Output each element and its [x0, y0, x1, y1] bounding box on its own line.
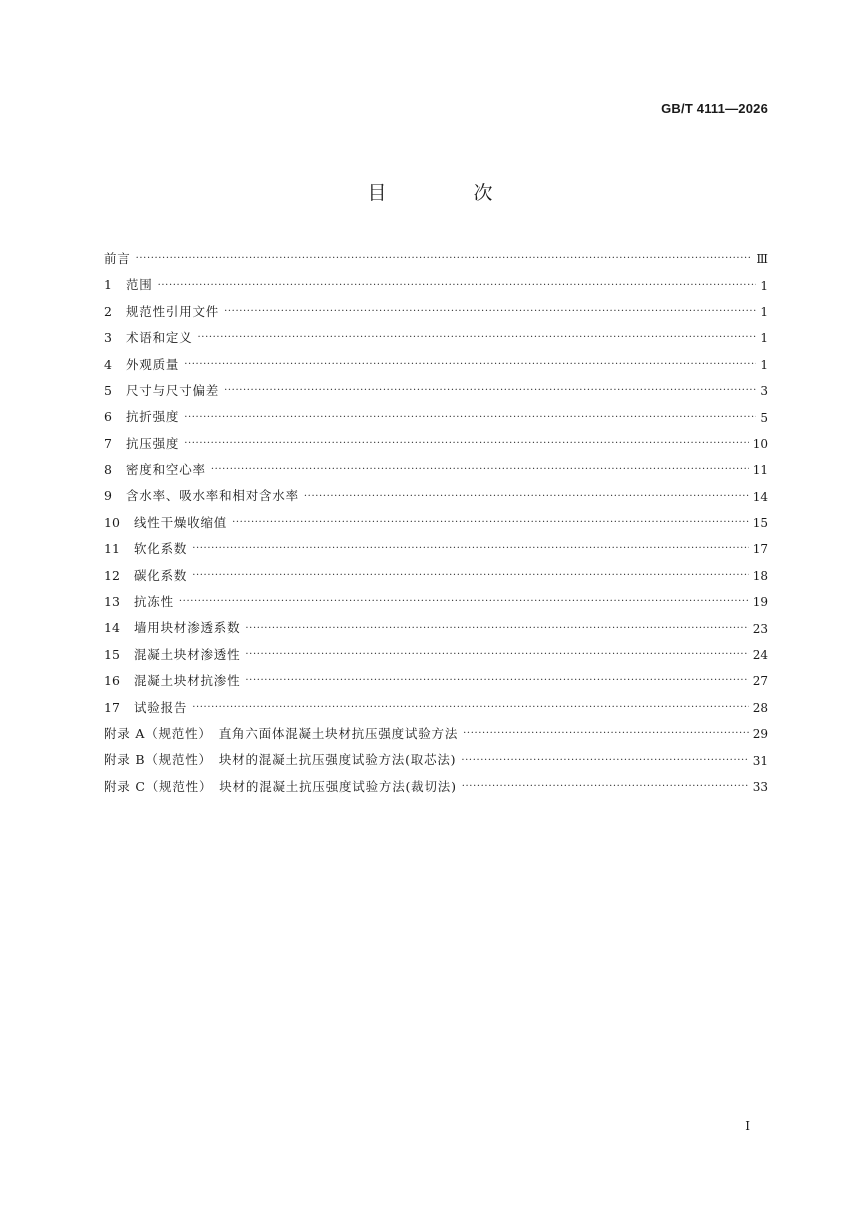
toc-entry-16[interactable] — [104, 668, 768, 694]
toc-entry-page: 28 — [752, 700, 768, 715]
toc-entry-2[interactable] — [104, 299, 768, 325]
toc-entry-page: 14 — [752, 489, 768, 504]
toc-leader-dots — [192, 544, 749, 554]
toc-entry-label: 规范性引用文件 — [126, 303, 220, 319]
toc-leader-dots — [224, 307, 756, 317]
toc-entry-5[interactable] — [104, 378, 768, 404]
toc-entry-number: 7 — [104, 435, 112, 451]
toc-entry-14[interactable] — [104, 615, 768, 641]
toc-leader-dots — [245, 624, 748, 634]
toc-leader-dots — [158, 281, 757, 291]
toc-entry-label: 抗压强度 — [126, 435, 180, 451]
toc-entry-page: 27 — [752, 674, 768, 689]
toc-entry-page: 5 — [760, 410, 768, 425]
toc-entry-label: 术语和定义 — [126, 330, 193, 346]
toc-entry-page: 23 — [752, 621, 768, 636]
toc-entry-label: 密度和空心率 — [126, 462, 206, 478]
toc-entry-4[interactable] — [104, 352, 768, 378]
toc-entry-page: 15 — [752, 516, 768, 531]
toc-entry-number: 5 — [104, 382, 112, 398]
toc-entry-page: 24 — [752, 648, 768, 663]
toc-leader-dots — [179, 597, 749, 607]
toc-entry-number: 13 — [104, 594, 120, 610]
toc-entry-label: 抗冻性 — [134, 594, 174, 610]
toc-entry-label: 前言 — [104, 250, 131, 266]
toc-entry-label: 混凝土块材渗透性 — [134, 646, 241, 662]
toc-entry-label: 尺寸与尺寸偏差 — [126, 382, 220, 398]
page-number: I — [745, 1119, 750, 1133]
toc-entry-label: 线性干燥收缩值 — [134, 514, 228, 530]
toc-entry-page: 29 — [752, 727, 768, 742]
toc-entry-number: 6 — [104, 409, 112, 425]
toc-entry-appendix-b[interactable] — [104, 747, 768, 773]
toc-leader-dots — [304, 492, 749, 502]
toc-entry-page: 18 — [752, 568, 768, 583]
toc-entry-1[interactable] — [104, 272, 768, 298]
toc-entry-17[interactable] — [104, 695, 768, 721]
toc-leader-dots — [184, 413, 756, 423]
toc-entry-number: 16 — [104, 673, 120, 689]
toc-entry-3[interactable] — [104, 325, 768, 351]
toc-entry-number: 4 — [104, 356, 112, 372]
toc-entry-label: 含水率、吸水率和相对含水率 — [126, 488, 299, 504]
toc-entry-6[interactable] — [104, 404, 768, 430]
toc-entry-8[interactable] — [104, 457, 768, 483]
toc-entry-label: 抗折强度 — [126, 409, 180, 425]
toc-entry-10[interactable] — [104, 510, 768, 536]
toc-leader-dots — [224, 386, 756, 396]
toc-entry-7[interactable] — [104, 431, 768, 457]
toc-entry-number: 14 — [104, 620, 120, 636]
toc-entry-page: 1 — [760, 278, 768, 293]
toc-entry-label: 附录 B（规范性） 块材的混凝土抗压强度试验方法(取芯法) — [104, 752, 457, 768]
toc-entry-number: 8 — [104, 462, 112, 478]
toc-entry-number: 15 — [104, 646, 120, 662]
toc-entry-label: 范围 — [126, 277, 153, 293]
toc-entry-11[interactable] — [104, 536, 768, 562]
toc-leader-dots — [192, 571, 749, 581]
toc-entry-number: 12 — [104, 567, 120, 583]
toc-entry-label: 墙用块材渗透系数 — [134, 620, 241, 636]
toc-leader-dots — [192, 703, 749, 713]
toc-entry-label: 附录 C（规范性） 块材的混凝土抗压强度试验方法(裁切法) — [104, 778, 457, 794]
toc-entry-page: 1 — [760, 357, 768, 372]
toc-entry-appendix-c[interactable] — [104, 774, 768, 800]
toc-entry-label: 混凝土块材抗渗性 — [134, 673, 241, 689]
toc-entry-number: 11 — [104, 541, 120, 557]
toc-entry-page: 3 — [760, 384, 768, 399]
toc-leader-dots — [211, 465, 749, 475]
toc-list — [104, 246, 768, 800]
toc-leader-dots — [245, 676, 748, 686]
toc-leader-dots — [198, 333, 757, 343]
toc-entry-13[interactable] — [104, 589, 768, 615]
toc-entry-15[interactable] — [104, 642, 768, 668]
toc-entry-9[interactable] — [104, 484, 768, 510]
toc-leader-dots — [245, 650, 748, 660]
toc-leader-dots — [184, 360, 756, 370]
toc-entry-page: 10 — [752, 436, 768, 451]
toc-entry-label: 附录 A（规范性） 直角六面体混凝土块材抗压强度试验方法 — [104, 725, 459, 741]
toc-entry-number: 10 — [104, 514, 120, 530]
toc-entry-label: 软化系数 — [134, 541, 188, 557]
toc-entry-number: 2 — [104, 303, 112, 319]
toc-entry-page: 11 — [752, 463, 768, 478]
toc-entry-label: 外观质量 — [126, 356, 180, 372]
toc-entry-page: Ⅲ — [756, 252, 768, 267]
toc-leader-dots — [136, 254, 753, 264]
toc-entry-number: 9 — [104, 488, 112, 504]
toc-entry-page: 33 — [752, 780, 768, 794]
toc-entry-label: 碳化系数 — [134, 567, 188, 583]
toc-entry-appendix-a[interactable] — [104, 721, 768, 747]
toc-entry-number: 17 — [104, 699, 120, 715]
toc-title: 目 次 — [367, 182, 527, 204]
toc-entry-label: 试验报告 — [134, 699, 188, 715]
standard-number: GB/T 4111—2026 — [661, 101, 768, 116]
toc-leader-dots — [462, 782, 749, 792]
toc-entry-page: 31 — [752, 753, 768, 768]
toc-leader-dots — [232, 518, 749, 528]
toc-entry-page: 17 — [752, 542, 768, 557]
toc-entry-number: 3 — [104, 330, 112, 346]
toc-entry-page: 19 — [752, 595, 768, 610]
toc-leader-dots — [184, 439, 749, 449]
toc-leader-dots — [461, 756, 748, 766]
toc-leader-dots — [463, 729, 749, 739]
toc-entry-page: 1 — [760, 331, 768, 346]
toc-entry-foreword[interactable] — [104, 246, 768, 272]
toc-entry-number: 1 — [104, 277, 112, 293]
toc-entry-page: 1 — [760, 304, 768, 319]
toc-entry-12[interactable] — [104, 563, 768, 589]
